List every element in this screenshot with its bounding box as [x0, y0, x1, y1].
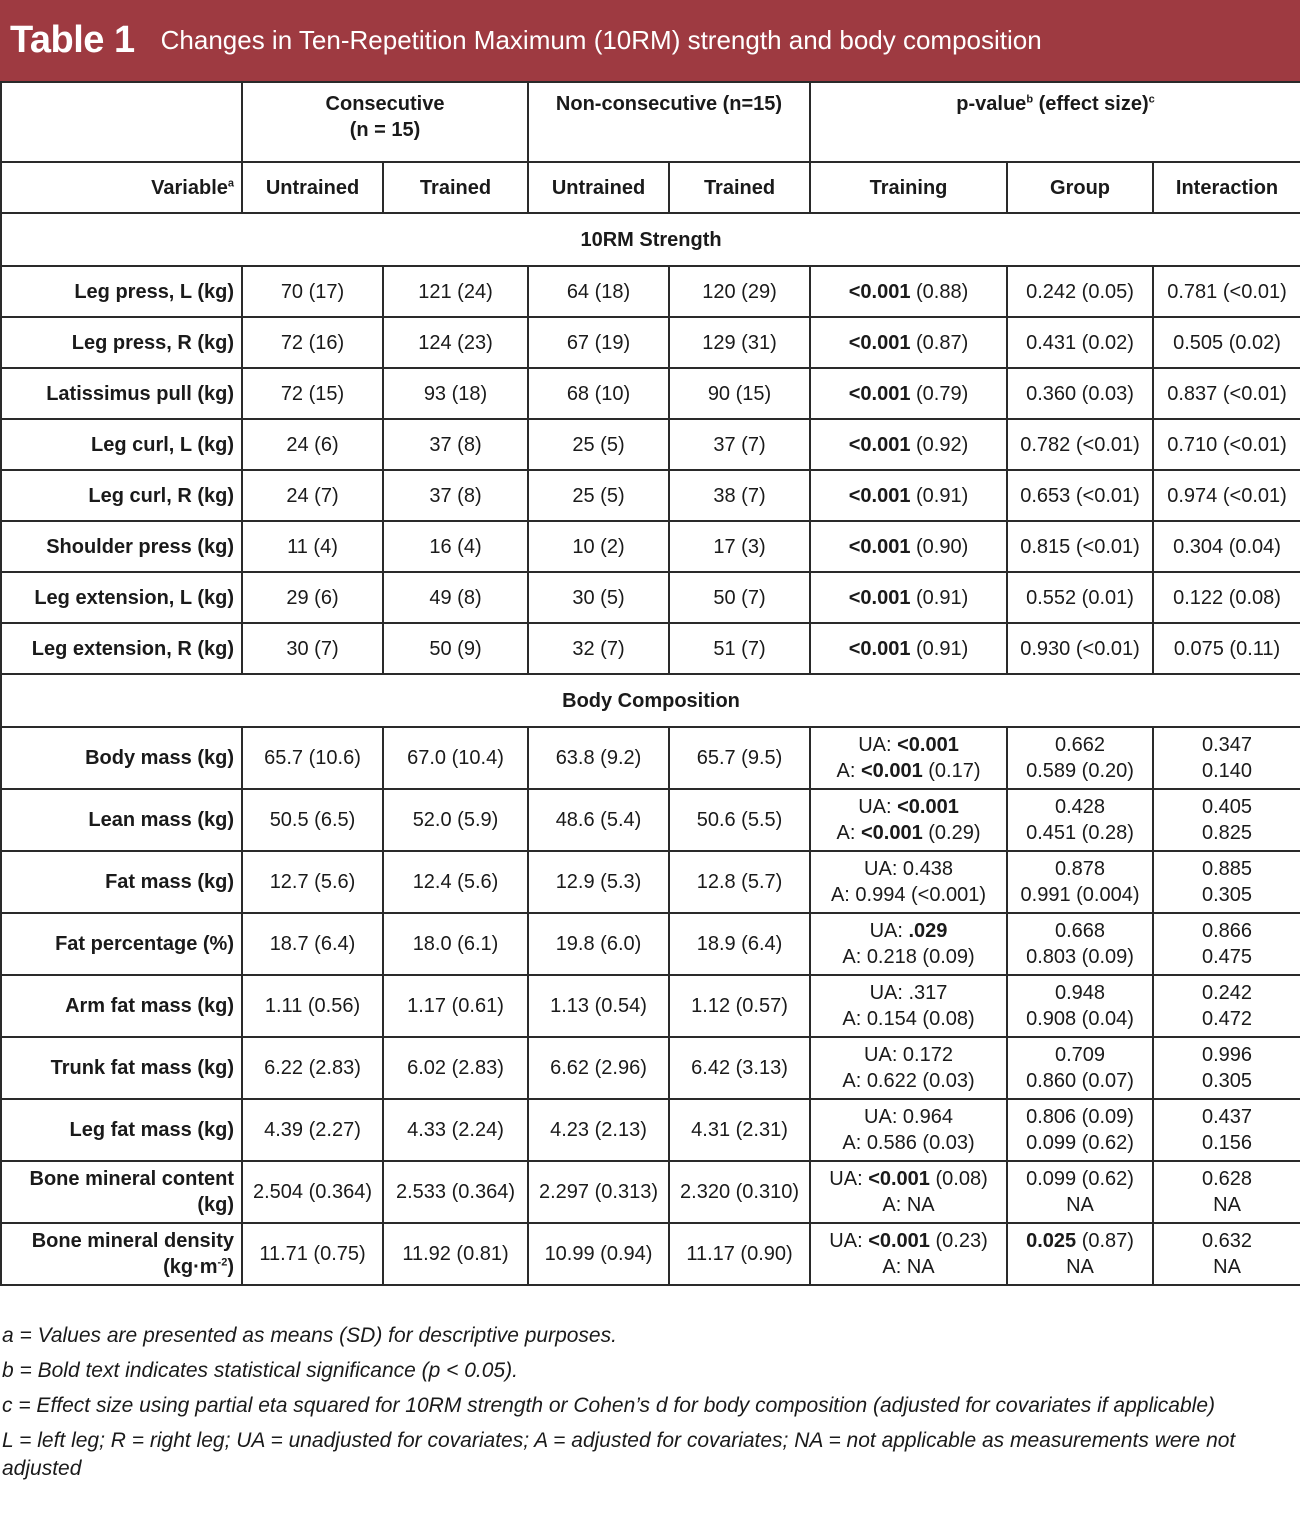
- noncons-untrained-cell: 1.13 (0.54): [528, 975, 669, 1037]
- table-row: [1, 727, 1300, 789]
- cons-trained-cell: 124 (23): [383, 317, 528, 368]
- noncons-trained-cell: 11.17 (0.90): [669, 1223, 810, 1285]
- cons-untrained-cell: 65.7 (10.6): [242, 727, 383, 789]
- cons-trained-cell: 37 (8): [383, 419, 528, 470]
- cons-untrained-cell: 72 (16): [242, 317, 383, 368]
- cons-untrained-cell: 6.22 (2.83): [242, 1037, 383, 1099]
- interaction-cell: 0.866 0.475: [1153, 913, 1300, 975]
- variable-cell: Shoulder press (kg): [1, 521, 242, 572]
- noncons-trained-cell: 12.8 (5.7): [669, 851, 810, 913]
- group-cell: 0.709 0.860 (0.07): [1007, 1037, 1153, 1099]
- variable-cell: Bone mineral density $(kg\cdot m^{-2})$: [1, 1223, 242, 1285]
- noncons-untrained-cell: 10.99 (0.94): [528, 1223, 669, 1285]
- header-untrained-consecutive: Untrained: [242, 162, 383, 213]
- header-non-consecutive: Non-consecutive (n=15): [528, 82, 810, 162]
- training-cell: UA: <0.001 A: <0.001 (0.29): [810, 789, 1007, 851]
- cons-untrained-cell: 12.7 (5.6): [242, 851, 383, 913]
- group-cell: 0.431 (0.02): [1007, 317, 1153, 368]
- cons-trained-cell: 16 (4): [383, 521, 528, 572]
- table-row: [1, 851, 1300, 913]
- group-cell: 0.025 (0.87) NA: [1007, 1223, 1153, 1285]
- training-cell: UA: .317 A: 0.154 (0.08): [810, 975, 1007, 1037]
- variable-cell: Leg curl, L (kg): [1, 419, 242, 470]
- noncons-trained-cell: 120 (29): [669, 266, 810, 317]
- noncons-untrained-cell: 4.23 (2.13): [528, 1099, 669, 1161]
- training-cell: UA: <0.001 (0.08) A: NA: [810, 1161, 1007, 1223]
- cons-trained-cell: 50 (9): [383, 623, 528, 674]
- noncons-trained-cell: 38 (7): [669, 470, 810, 521]
- table-row: [1, 368, 1300, 419]
- group-cell: 0.662 0.589 (0.20): [1007, 727, 1153, 789]
- noncons-trained-cell: 50.6 (5.5): [669, 789, 810, 851]
- interaction-cell: 0.304 (0.04): [1153, 521, 1300, 572]
- interaction-cell: 0.505 (0.02): [1153, 317, 1300, 368]
- group-cell: 0.930 (<0.01): [1007, 623, 1153, 674]
- noncons-trained-cell: 17 (3): [669, 521, 810, 572]
- cons-trained-cell: 93 (18): [383, 368, 528, 419]
- noncons-untrained-cell: 64 (18): [528, 266, 669, 317]
- group-cell: 0.878 0.991 (0.004): [1007, 851, 1153, 913]
- noncons-trained-cell: 37 (7): [669, 419, 810, 470]
- table-row: [1, 1037, 1300, 1099]
- table-row: [1, 470, 1300, 521]
- cons-untrained-cell: 18.7 (6.4): [242, 913, 383, 975]
- noncons-trained-cell: 50 (7): [669, 572, 810, 623]
- cons-trained-cell: 12.4 (5.6): [383, 851, 528, 913]
- interaction-cell: 0.242 0.472: [1153, 975, 1300, 1037]
- noncons-trained-cell: 6.42 (3.13): [669, 1037, 810, 1099]
- noncons-trained-cell: 2.320 (0.310): [669, 1161, 810, 1223]
- variable-cell: Fat mass (kg): [1, 851, 242, 913]
- group-cell: 0.242 (0.05): [1007, 266, 1153, 317]
- noncons-trained-cell: 18.9 (6.4): [669, 913, 810, 975]
- footnote: a = Values are presented as means (SD) for descriptive purposes.: [2, 1324, 617, 1347]
- table-number: Table 1: [10, 19, 135, 61]
- cons-untrained-cell: 29 (6): [242, 572, 383, 623]
- training-cell: UA: <0.001 (0.23) A: NA: [810, 1223, 1007, 1285]
- cons-trained-cell: 37 (8): [383, 470, 528, 521]
- noncons-untrained-cell: 30 (5): [528, 572, 669, 623]
- footnote: b = Bold text indicates statistical significance (p < 0.05).: [2, 1359, 518, 1382]
- noncons-untrained-cell: 6.62 (2.96): [528, 1037, 669, 1099]
- training-cell: UA: 0.172 A: 0.622 (0.03): [810, 1037, 1007, 1099]
- header-variable: Variable$^a$: [1, 162, 242, 213]
- cons-untrained-cell: 24 (6): [242, 419, 383, 470]
- training-cell: <0.001 (0.88): [810, 266, 1007, 317]
- training-cell: <0.001 (0.90): [810, 521, 1007, 572]
- interaction-cell: 0.996 0.305: [1153, 1037, 1300, 1099]
- group-cell: 0.806 (0.09) 0.099 (0.62): [1007, 1099, 1153, 1161]
- group-cell: 0.948 0.908 (0.04): [1007, 975, 1153, 1037]
- interaction-cell: 0.885 0.305: [1153, 851, 1300, 913]
- training-cell: <0.001 (0.92): [810, 419, 1007, 470]
- table-row: [1, 572, 1300, 623]
- variable-cell: Leg extension, L (kg): [1, 572, 242, 623]
- cons-trained-cell: 2.533 (0.364): [383, 1161, 528, 1223]
- cons-untrained-cell: 1.11 (0.56): [242, 975, 383, 1037]
- cons-trained-cell: 11.92 (0.81): [383, 1223, 528, 1285]
- noncons-untrained-cell: 63.8 (9.2): [528, 727, 669, 789]
- header-row-groups: [1, 82, 1300, 162]
- header-training: Training: [810, 162, 1007, 213]
- training-cell: <0.001 (0.87): [810, 317, 1007, 368]
- table-body: [1, 82, 1300, 1285]
- group-cell: 0.782 (<0.01): [1007, 419, 1153, 470]
- interaction-cell: 0.075 (0.11): [1153, 623, 1300, 674]
- section-row-strength: [1, 213, 1300, 266]
- noncons-untrained-cell: 25 (5): [528, 419, 669, 470]
- group-cell: 0.815 (<0.01): [1007, 521, 1153, 572]
- variable-cell: Leg extension, R (kg): [1, 623, 242, 674]
- interaction-cell: 0.837 (<0.01): [1153, 368, 1300, 419]
- variable-cell: Bone mineral content (kg): [1, 1161, 242, 1223]
- training-cell: UA: .029 A: 0.218 (0.09): [810, 913, 1007, 975]
- interaction-cell: 0.437 0.156: [1153, 1099, 1300, 1161]
- noncons-trained-cell: 90 (15): [669, 368, 810, 419]
- noncons-trained-cell: 1.12 (0.57): [669, 975, 810, 1037]
- cons-untrained-cell: 11 (4): [242, 521, 383, 572]
- table-row: [1, 1223, 1300, 1285]
- variable-cell: Body mass (kg): [1, 727, 242, 789]
- cons-trained-cell: 121 (24): [383, 266, 528, 317]
- training-cell: <0.001 (0.91): [810, 470, 1007, 521]
- header-untrained-nonconsecutive: Untrained: [528, 162, 669, 213]
- noncons-untrained-cell: 12.9 (5.3): [528, 851, 669, 913]
- noncons-untrained-cell: 68 (10): [528, 368, 669, 419]
- noncons-trained-cell: 129 (31): [669, 317, 810, 368]
- header-consecutive: Consecutive (n = 15): [242, 82, 528, 162]
- cons-untrained-cell: 24 (7): [242, 470, 383, 521]
- table-row: [1, 419, 1300, 470]
- noncons-trained-cell: 65.7 (9.5): [669, 727, 810, 789]
- table-row: [1, 1161, 1300, 1223]
- header-interaction: Interaction: [1153, 162, 1300, 213]
- table-row: [1, 317, 1300, 368]
- footnotes: [2, 1322, 1298, 1490]
- variable-cell: Leg fat mass (kg): [1, 1099, 242, 1161]
- variable-cell: Leg press, R (kg): [1, 317, 242, 368]
- variable-cell: Trunk fat mass (kg): [1, 1037, 242, 1099]
- variable-cell: Lean mass (kg): [1, 789, 242, 851]
- section-title: 10RM Strength: [1, 213, 1300, 266]
- header-pvalue: p-value$^b$ (effect size)$^c$: [810, 82, 1300, 162]
- variable-cell: Leg curl, R (kg): [1, 470, 242, 521]
- interaction-cell: 0.347 0.140: [1153, 727, 1300, 789]
- section-title: Body Composition: [1, 674, 1300, 727]
- group-cell: 0.099 (0.62) NA: [1007, 1161, 1153, 1223]
- noncons-untrained-cell: 67 (19): [528, 317, 669, 368]
- interaction-cell: 0.122 (0.08): [1153, 572, 1300, 623]
- cons-untrained-cell: 72 (15): [242, 368, 383, 419]
- group-cell: 0.428 0.451 (0.28): [1007, 789, 1153, 851]
- cons-trained-cell: 18.0 (6.1): [383, 913, 528, 975]
- variable-cell: Latissimus pull (kg): [1, 368, 242, 419]
- cons-trained-cell: 6.02 (2.83): [383, 1037, 528, 1099]
- interaction-cell: 0.974 (<0.01): [1153, 470, 1300, 521]
- group-cell: 0.668 0.803 (0.09): [1007, 913, 1153, 975]
- training-cell: UA: 0.964 A: 0.586 (0.03): [810, 1099, 1007, 1161]
- cons-untrained-cell: 50.5 (6.5): [242, 789, 383, 851]
- interaction-cell: 0.632 NA: [1153, 1223, 1300, 1285]
- group-cell: 0.653 (<0.01): [1007, 470, 1153, 521]
- section-row-body: [1, 674, 1300, 727]
- header-group: Group: [1007, 162, 1153, 213]
- variable-cell: Fat percentage (%): [1, 913, 242, 975]
- training-cell: <0.001 (0.91): [810, 623, 1007, 674]
- noncons-trained-cell: 4.31 (2.31): [669, 1099, 810, 1161]
- table-row: [1, 266, 1300, 317]
- cons-untrained-cell: 4.39 (2.27): [242, 1099, 383, 1161]
- noncons-untrained-cell: 32 (7): [528, 623, 669, 674]
- interaction-cell: 0.710 (<0.01): [1153, 419, 1300, 470]
- table-row: [1, 789, 1300, 851]
- variable-cell: Arm fat mass (kg): [1, 975, 242, 1037]
- training-cell: UA: <0.001 A: <0.001 (0.17): [810, 727, 1007, 789]
- header-trained-nonconsecutive: Trained: [669, 162, 810, 213]
- cons-untrained-cell: 30 (7): [242, 623, 383, 674]
- table-row: [1, 975, 1300, 1037]
- noncons-untrained-cell: 48.6 (5.4): [528, 789, 669, 851]
- cons-untrained-cell: 2.504 (0.364): [242, 1161, 383, 1223]
- noncons-untrained-cell: 10 (2): [528, 521, 669, 572]
- table-caption: Changes in Ten-Repetition Maximum (10RM) strength and body composition: [160, 25, 1042, 55]
- cons-trained-cell: 49 (8): [383, 572, 528, 623]
- noncons-untrained-cell: 19.8 (6.0): [528, 913, 669, 975]
- header-trained-consecutive: Trained: [383, 162, 528, 213]
- data-table: [0, 81, 1300, 1286]
- cons-untrained-cell: 70 (17): [242, 266, 383, 317]
- table-row: [1, 913, 1300, 975]
- title-banner: [0, 0, 1300, 81]
- interaction-cell: 0.405 0.825: [1153, 789, 1300, 851]
- group-cell: 0.360 (0.03): [1007, 368, 1153, 419]
- variable-cell: Leg press, L (kg): [1, 266, 242, 317]
- header-empty-cell: [1, 82, 242, 162]
- group-cell: 0.552 (0.01): [1007, 572, 1153, 623]
- header-row-columns: [1, 162, 1300, 213]
- noncons-trained-cell: 51 (7): [669, 623, 810, 674]
- footnote: c = Effect size using partial eta squared for 10RM strength or Cohen’s d for body composition (adjusted for covariates if applicable): [2, 1394, 1215, 1417]
- footnote: L = left leg; R = right leg; UA = unadjusted for covariates; A = adjusted for covariates; NA = not applicable as measurements were not adjusted: [2, 1429, 1236, 1480]
- interaction-cell: 0.781 (<0.01): [1153, 266, 1300, 317]
- noncons-untrained-cell: 25 (5): [528, 470, 669, 521]
- table-row: [1, 1099, 1300, 1161]
- table-row: [1, 623, 1300, 674]
- table-row: [1, 521, 1300, 572]
- cons-untrained-cell: 11.71 (0.75): [242, 1223, 383, 1285]
- cons-trained-cell: 1.17 (0.61): [383, 975, 528, 1037]
- training-cell: <0.001 (0.91): [810, 572, 1007, 623]
- noncons-untrained-cell: 2.297 (0.313): [528, 1161, 669, 1223]
- training-cell: <0.001 (0.79): [810, 368, 1007, 419]
- cons-trained-cell: 67.0 (10.4): [383, 727, 528, 789]
- cons-trained-cell: 52.0 (5.9): [383, 789, 528, 851]
- training-cell: UA: 0.438 A: 0.994 (<0.001): [810, 851, 1007, 913]
- cons-trained-cell: 4.33 (2.24): [383, 1099, 528, 1161]
- interaction-cell: 0.628 NA: [1153, 1161, 1300, 1223]
